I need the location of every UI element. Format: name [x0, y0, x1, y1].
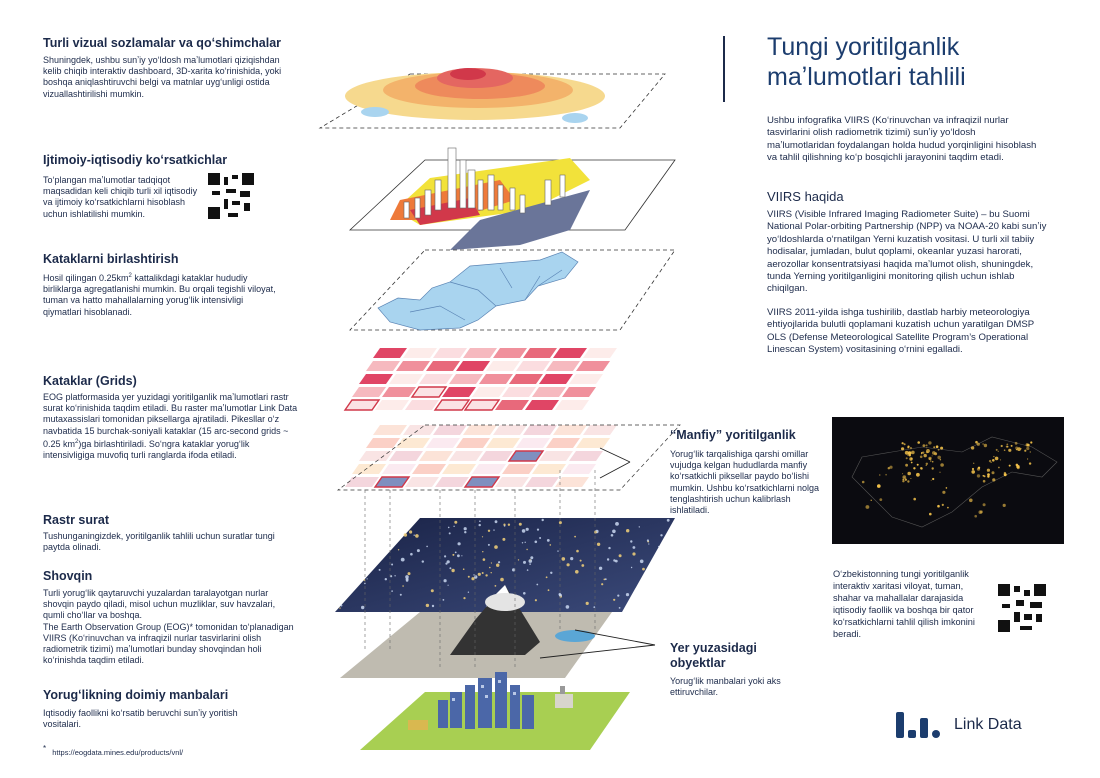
grid-cell [433, 348, 467, 358]
section-title: VIIRS haqida [767, 189, 844, 204]
grid-cell [396, 361, 430, 371]
grid-cell [403, 425, 437, 435]
section-body: VIIRS (Visible Infrared Imaging Radiometer Suite) – bu Suomi National Polar-orbiting Partnership (NPP) va NOAA-20 kabi sunʼiy yoʻldoshlarda oʻrnatilgan Yerni kuzatish vositasi. U turli xil tabiiy hodisalar, jumladan, bulut qoplami, okeanlar yuzasi harorati, aerozollar konsentratsiyasi haqida maʼlumot olish, shuningdek, tunda Yerning yoritilganligini monitoring qilish uchun ishlab chiqilgan. [767, 209, 1047, 295]
grid-cell [562, 464, 596, 474]
grid-cell [345, 400, 379, 410]
grid-cell [509, 374, 543, 384]
grid-cell [435, 477, 469, 487]
grid-cell [472, 464, 506, 474]
grid-cell [523, 425, 557, 435]
layer-indicators [350, 148, 675, 250]
grid-cell [495, 400, 529, 410]
layer-diagram [300, 30, 730, 750]
grid-cell [382, 387, 416, 397]
section-body: Iqtisodiy faollikni koʻrsatib beruvchi sunʼiy yoritish vositalari. [43, 708, 238, 730]
grid-cell [465, 400, 499, 410]
layer-grids [345, 348, 617, 410]
grid-cell [539, 451, 573, 461]
grid-cell [375, 477, 409, 487]
section-visual-settings [43, 36, 293, 100]
grid-cell [352, 464, 386, 474]
section-socioeconomic [43, 153, 293, 220]
grid-cell [352, 387, 386, 397]
section-title: Yorugʻlikning doimiy manbalari [43, 688, 229, 702]
footnote: * https://eogdata.mines.edu/products/vnl/ [43, 744, 184, 757]
qr-code-icon[interactable] [998, 584, 1046, 632]
brand-logo [896, 710, 1056, 740]
grid-cell [419, 451, 453, 461]
grid-cell [546, 361, 580, 371]
section-body: Shuningdek, ushbu sunʼiy yoʻldosh maʼlumotlari qiziqishdan kelib chiqib interaktiv dashboard, 3D-xarita koʻrinishida, yoki boshqa aniqlashtiruvchi belgi va matnlar uygʻunligi ostida vizuallashtirilishi mumkin. [43, 55, 282, 99]
grid-cell [502, 464, 536, 474]
grid-cell [495, 477, 529, 487]
grid-cell [366, 438, 400, 448]
grid-cell [382, 464, 416, 474]
section-title: Rastr surat [43, 513, 109, 527]
grid-cell [479, 374, 513, 384]
grid-cell [479, 451, 513, 461]
footnote-link[interactable]: https://eogdata.mines.edu/products/vnl/ [52, 747, 184, 757]
label-title: Yer yuzasidagi obyektlar [670, 641, 757, 670]
grid-cell [405, 400, 439, 410]
grid-cell [509, 451, 543, 461]
grid-cell [463, 425, 497, 435]
section-body: Toʻplangan maʼlumotlar tadqiqot maqsadidan keli chiqib turli xil iqtisodiy va ijtimoiy koʻrsatkichlarni hisoblash uchun ishlatilishi mumkin. [43, 175, 198, 219]
grid-cell [389, 374, 423, 384]
grid-cell [463, 348, 497, 358]
brand-name: Link Data [954, 716, 1022, 733]
grid-cell [435, 400, 469, 410]
label-negative-light [670, 428, 820, 516]
section-noise [43, 569, 298, 666]
section-title: Shovqin [43, 569, 93, 583]
grid-cell [433, 425, 467, 435]
grid-cell [449, 374, 483, 384]
grid-cell [396, 438, 430, 448]
grid-cell [525, 477, 559, 487]
label-body: Yorugʻlik tarqalishiga qarshi omillar vujudga kelgan hududlarda manfiy koʻrsatkichli piksellar paydo boʻlishi mumkin. Ushbu koʻrsatkichlarni nolga tenglashtirish uchun kalibrlash ishlatiladi. [670, 449, 820, 516]
grid-cell [412, 387, 446, 397]
section-grids [43, 374, 303, 461]
section-viirs [767, 189, 1047, 356]
qr-code-icon[interactable] [208, 173, 254, 219]
grid-cell [576, 361, 610, 371]
layer-ground-objects [360, 672, 630, 750]
grid-cell [502, 387, 536, 397]
grid-cell [583, 348, 617, 358]
section-title: Kataklarni birlashtirish [43, 252, 179, 266]
section-body: Hosil qilingan $0.25km^2$ kattalikdagi kataklar hududiy birliklarga agregatlanishi mumkin. Bu orqali tegishli viloyat, tuman va hatto mahallalarning yorugʻlik intensivligi qiymatlari hisoblanadi. [43, 273, 276, 317]
page-title: Tungi yoritilganlik maʼlumotlari tahlili [767, 33, 966, 91]
section-title: Turli vizual sozlamalar va qoʻshimchalar [43, 36, 282, 50]
intro-text: Ushbu infografika VIIRS (Koʻrinuvchan va infraqizil nurlar tasvirlarini olish radiometrik tizimi) sunʼiy yoʻldosh maʼlumotlaridan foydalangan holda hudud yorqinligini hisoblash va tahlil qilishning koʻp bosqichli jarayonini taqdim etadi. [767, 115, 1037, 164]
grid-cell [576, 438, 610, 448]
layer-aggregation [350, 250, 675, 330]
grid-cell [345, 477, 379, 487]
section-body: VIIRS 2011-yilda ishga tushirilib, dastlab harbiy meteorologiya ehtiyojlarida bulutli qoplamani kuzatish uchun yaratilgan DMSP OLS (Defense Meteorological Satellite Program’s Operational Linescan System) vositasining oʻrnini egalladi. [767, 306, 1034, 356]
grid-cell [449, 451, 483, 461]
grid-cell [562, 387, 596, 397]
grid-cell [516, 361, 550, 371]
grid-cell [583, 425, 617, 435]
grid-cell [523, 348, 557, 358]
grid-cell [373, 348, 407, 358]
grid-cell [569, 374, 603, 384]
grid-cell [442, 464, 476, 474]
grid-cell [553, 425, 587, 435]
section-body: EOG platformasida yer yuzidagi yoritilganlik maʼlumotlari rastr surat koʻrinishida taqdim etiladi. Bu raster maʼlumotlar Link Data mutaxassislari tomonidan piksellarga ajratiladi. Pikesllar oʻz navbatida 15 burchak-soniyali kataklar (15 arc-second grids ~ 0.25 $km^2)ga$ birlashtiriladi. Soʻngra kataklar yorugʻlik intensivligiga muvofiq turli ranglarda ifoda etiladi. [43, 392, 298, 461]
grid-cell [525, 400, 559, 410]
grid-cell [389, 451, 423, 461]
grid-cell [493, 348, 527, 358]
map-caption: Oʻzbekistonning tungi yoritilganlik interaktiv xaritasi viloyat, tuman, shahar va mahallalar darajasida iqtisodiy faollik va boshqa bir qator koʻrsatkichlarni tahlil qilish imkonini beradi. [833, 569, 975, 639]
grid-cell [456, 361, 490, 371]
grid-cell [403, 348, 437, 358]
layer-negative-grid [338, 425, 680, 490]
grid-cell [493, 425, 527, 435]
grid-cell [532, 387, 566, 397]
label-title: “Manfiy” yoritilganlik [670, 428, 796, 442]
grid-cell [539, 374, 573, 384]
grid-cell [412, 464, 446, 474]
grid-cell [555, 400, 589, 410]
grid-cell [456, 438, 490, 448]
grid-cell [442, 387, 476, 397]
section-body: Tushunganingizdek, yoritilganlik tahlili uchun suratlar tungi paytda olinadi. [43, 531, 275, 553]
section-title: Ijtimoiy-iqtisodiy koʻrsatkichlar [43, 153, 228, 167]
grid-cell [516, 438, 550, 448]
section-permanent-sources [43, 688, 298, 730]
grid-cell [486, 361, 520, 371]
grid-cell [532, 464, 566, 474]
section-aggregation [43, 252, 293, 318]
section-raster [43, 513, 298, 553]
grid-cell [553, 348, 587, 358]
grid-cell [405, 477, 439, 487]
night-map-image[interactable] [832, 417, 1064, 544]
grid-cell [486, 438, 520, 448]
label-body: Yorugʻlik manbalari yoki aks ettiruvchilar. [670, 676, 781, 698]
grid-cell [375, 400, 409, 410]
grid-cell [419, 374, 453, 384]
section-title: Kataklar (Grids) [43, 374, 137, 388]
label-ground-objects [670, 641, 790, 698]
grid-cell [426, 361, 460, 371]
grid-cell [426, 438, 460, 448]
grid-cell [546, 438, 580, 448]
layer-visualization [320, 68, 665, 128]
grid-cell [366, 361, 400, 371]
section-body: Turli yorugʻlik qaytaruvchi yuzalardan taralayotgan nurlar shovqin paydo qiladi, misol uchun muzliklar, suv havzalari, qumli choʻllar va boshqa. The Earth Observation Group (EOG)* tomonidan toʻplanadigan VIIRS (Koʻrinuvchan va infraqizil nurlar tasvirlarini olish radiometrik tizimi) maʼlumotlari bunday shovqindan holi koʻrinishda taqdim etiladi. [43, 588, 294, 666]
grid-cell [569, 451, 603, 461]
title-rule [723, 36, 725, 102]
grid-cell [465, 477, 499, 487]
grid-cell [472, 387, 506, 397]
grid-cell [359, 374, 393, 384]
grid-cell [373, 425, 407, 435]
